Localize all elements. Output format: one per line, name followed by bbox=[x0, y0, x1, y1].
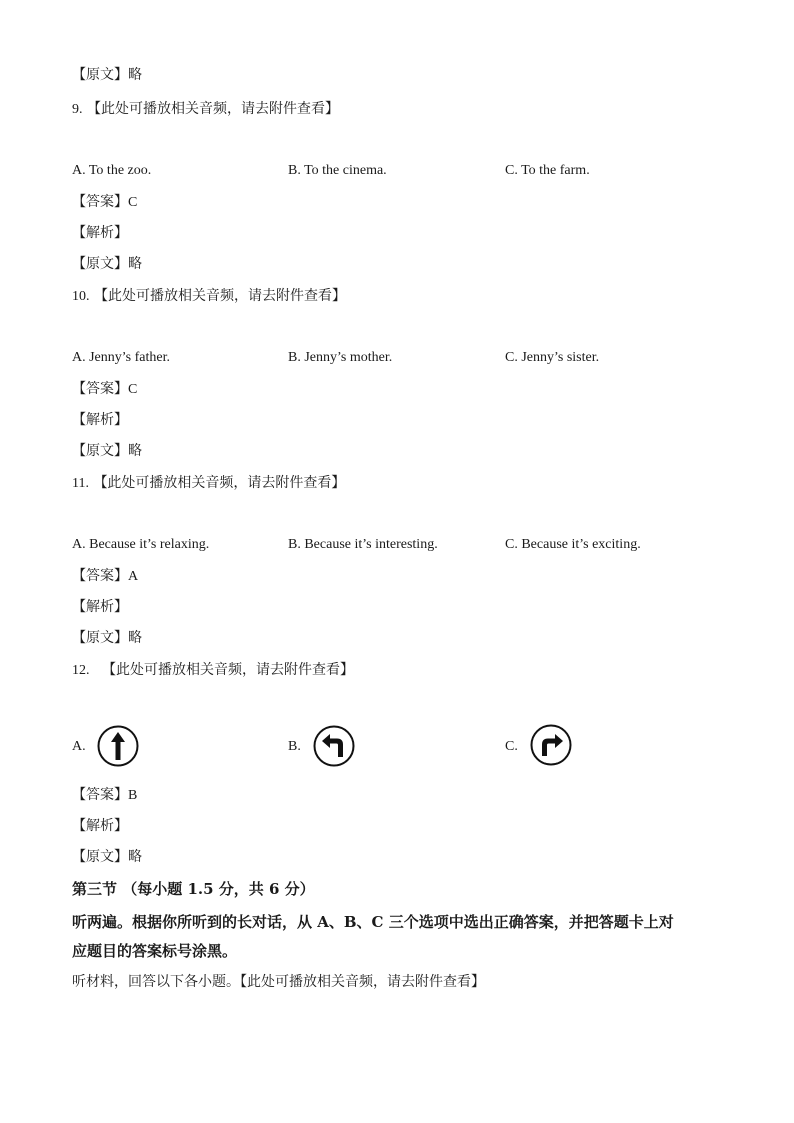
answer-tag: 【答案】 bbox=[72, 194, 128, 210]
question-10-prompt bbox=[72, 287, 346, 306]
original-tag: 【原文】 bbox=[72, 256, 128, 272]
answer-line bbox=[72, 786, 137, 805]
original-tag: 【原文】 bbox=[72, 849, 128, 865]
turn-left-arrow-icon bbox=[313, 725, 355, 767]
answer-value: C bbox=[128, 195, 138, 210]
question-number: 11. bbox=[72, 476, 89, 491]
question-11-prompt bbox=[72, 474, 345, 493]
option-b: B. Jenny’s mother. bbox=[288, 350, 393, 365]
question-number: 10. bbox=[72, 289, 90, 304]
answer-tag: 【答案】 bbox=[72, 568, 128, 584]
original-line bbox=[72, 442, 142, 460]
audio-link[interactable]: 【此处可播放相关音频，请去附件查看】 bbox=[101, 662, 354, 678]
option-b: B. Because it’s interesting. bbox=[288, 537, 438, 552]
option-a: A. To the zoo. bbox=[72, 163, 152, 178]
analysis-tag: 【解析】 bbox=[72, 599, 128, 615]
original-tag: 【原文】 bbox=[72, 443, 128, 459]
option-a: A. Jenny’s father. bbox=[72, 350, 170, 365]
arrow-up-icon bbox=[97, 725, 139, 767]
audio-link[interactable]: 【此处可播放相关音频，请去附件查看】 bbox=[86, 101, 339, 117]
answer-line bbox=[72, 193, 137, 212]
section-title: 第三节 （每小题 1.5 分，共 6 分） bbox=[72, 880, 315, 898]
answer-line bbox=[72, 380, 137, 399]
analysis-tag: 【解析】 bbox=[72, 225, 128, 241]
answer-tag: 【答案】 bbox=[72, 381, 128, 397]
original-line bbox=[72, 848, 142, 866]
option-a-label: A. bbox=[72, 739, 86, 754]
question-number: 9. bbox=[72, 102, 83, 117]
answer-value: B bbox=[128, 788, 138, 803]
answer-line bbox=[72, 567, 138, 586]
original-line bbox=[72, 66, 142, 84]
original-tag: 【原文】 bbox=[72, 67, 128, 83]
option-c: C. Because it’s exciting. bbox=[505, 537, 641, 552]
option-c: C. Jenny’s sister. bbox=[505, 350, 600, 365]
analysis-tag: 【解析】 bbox=[72, 818, 128, 834]
option-b: B. To the cinema. bbox=[288, 163, 387, 178]
turn-right-arrow-icon bbox=[530, 724, 572, 766]
audio-link[interactable]: 【此处可播放相关音频，请去附件查看】 bbox=[93, 475, 346, 491]
answer-value: A bbox=[128, 569, 139, 584]
answer-value: C bbox=[128, 382, 138, 397]
section-instruction-line2: 应题目的答案标号涂黑。 bbox=[72, 942, 238, 960]
option-a: A. Because it’s relaxing. bbox=[72, 537, 210, 552]
material-line: 听材料，回答以下各小题。【此处可播放相关音频，请去附件查看】 bbox=[72, 974, 485, 990]
original-text: 略 bbox=[128, 67, 142, 83]
original-tag: 【原文】 bbox=[72, 630, 128, 646]
original-text: 略 bbox=[128, 849, 142, 865]
original-line bbox=[72, 629, 142, 647]
original-text: 略 bbox=[128, 443, 142, 459]
answer-tag: 【答案】 bbox=[72, 787, 128, 803]
option-c-label: C. bbox=[505, 739, 518, 754]
section-instruction-line1: 听两遍。根据你所听到的长对话，从 A、B、C 三个选项中选出正确答案，并把答题卡上对 bbox=[72, 913, 674, 931]
option-c: C. To the farm. bbox=[505, 163, 590, 178]
original-text: 略 bbox=[128, 630, 142, 646]
question-9-prompt bbox=[72, 100, 339, 119]
original-text: 略 bbox=[128, 256, 142, 272]
original-line bbox=[72, 255, 142, 273]
analysis-tag: 【解析】 bbox=[72, 412, 128, 428]
question-12-prompt bbox=[72, 661, 354, 680]
option-b-label: B. bbox=[288, 739, 301, 754]
audio-link[interactable]: 【此处可播放相关音频，请去附件查看】 bbox=[93, 288, 346, 304]
question-number: 12. bbox=[72, 663, 90, 678]
